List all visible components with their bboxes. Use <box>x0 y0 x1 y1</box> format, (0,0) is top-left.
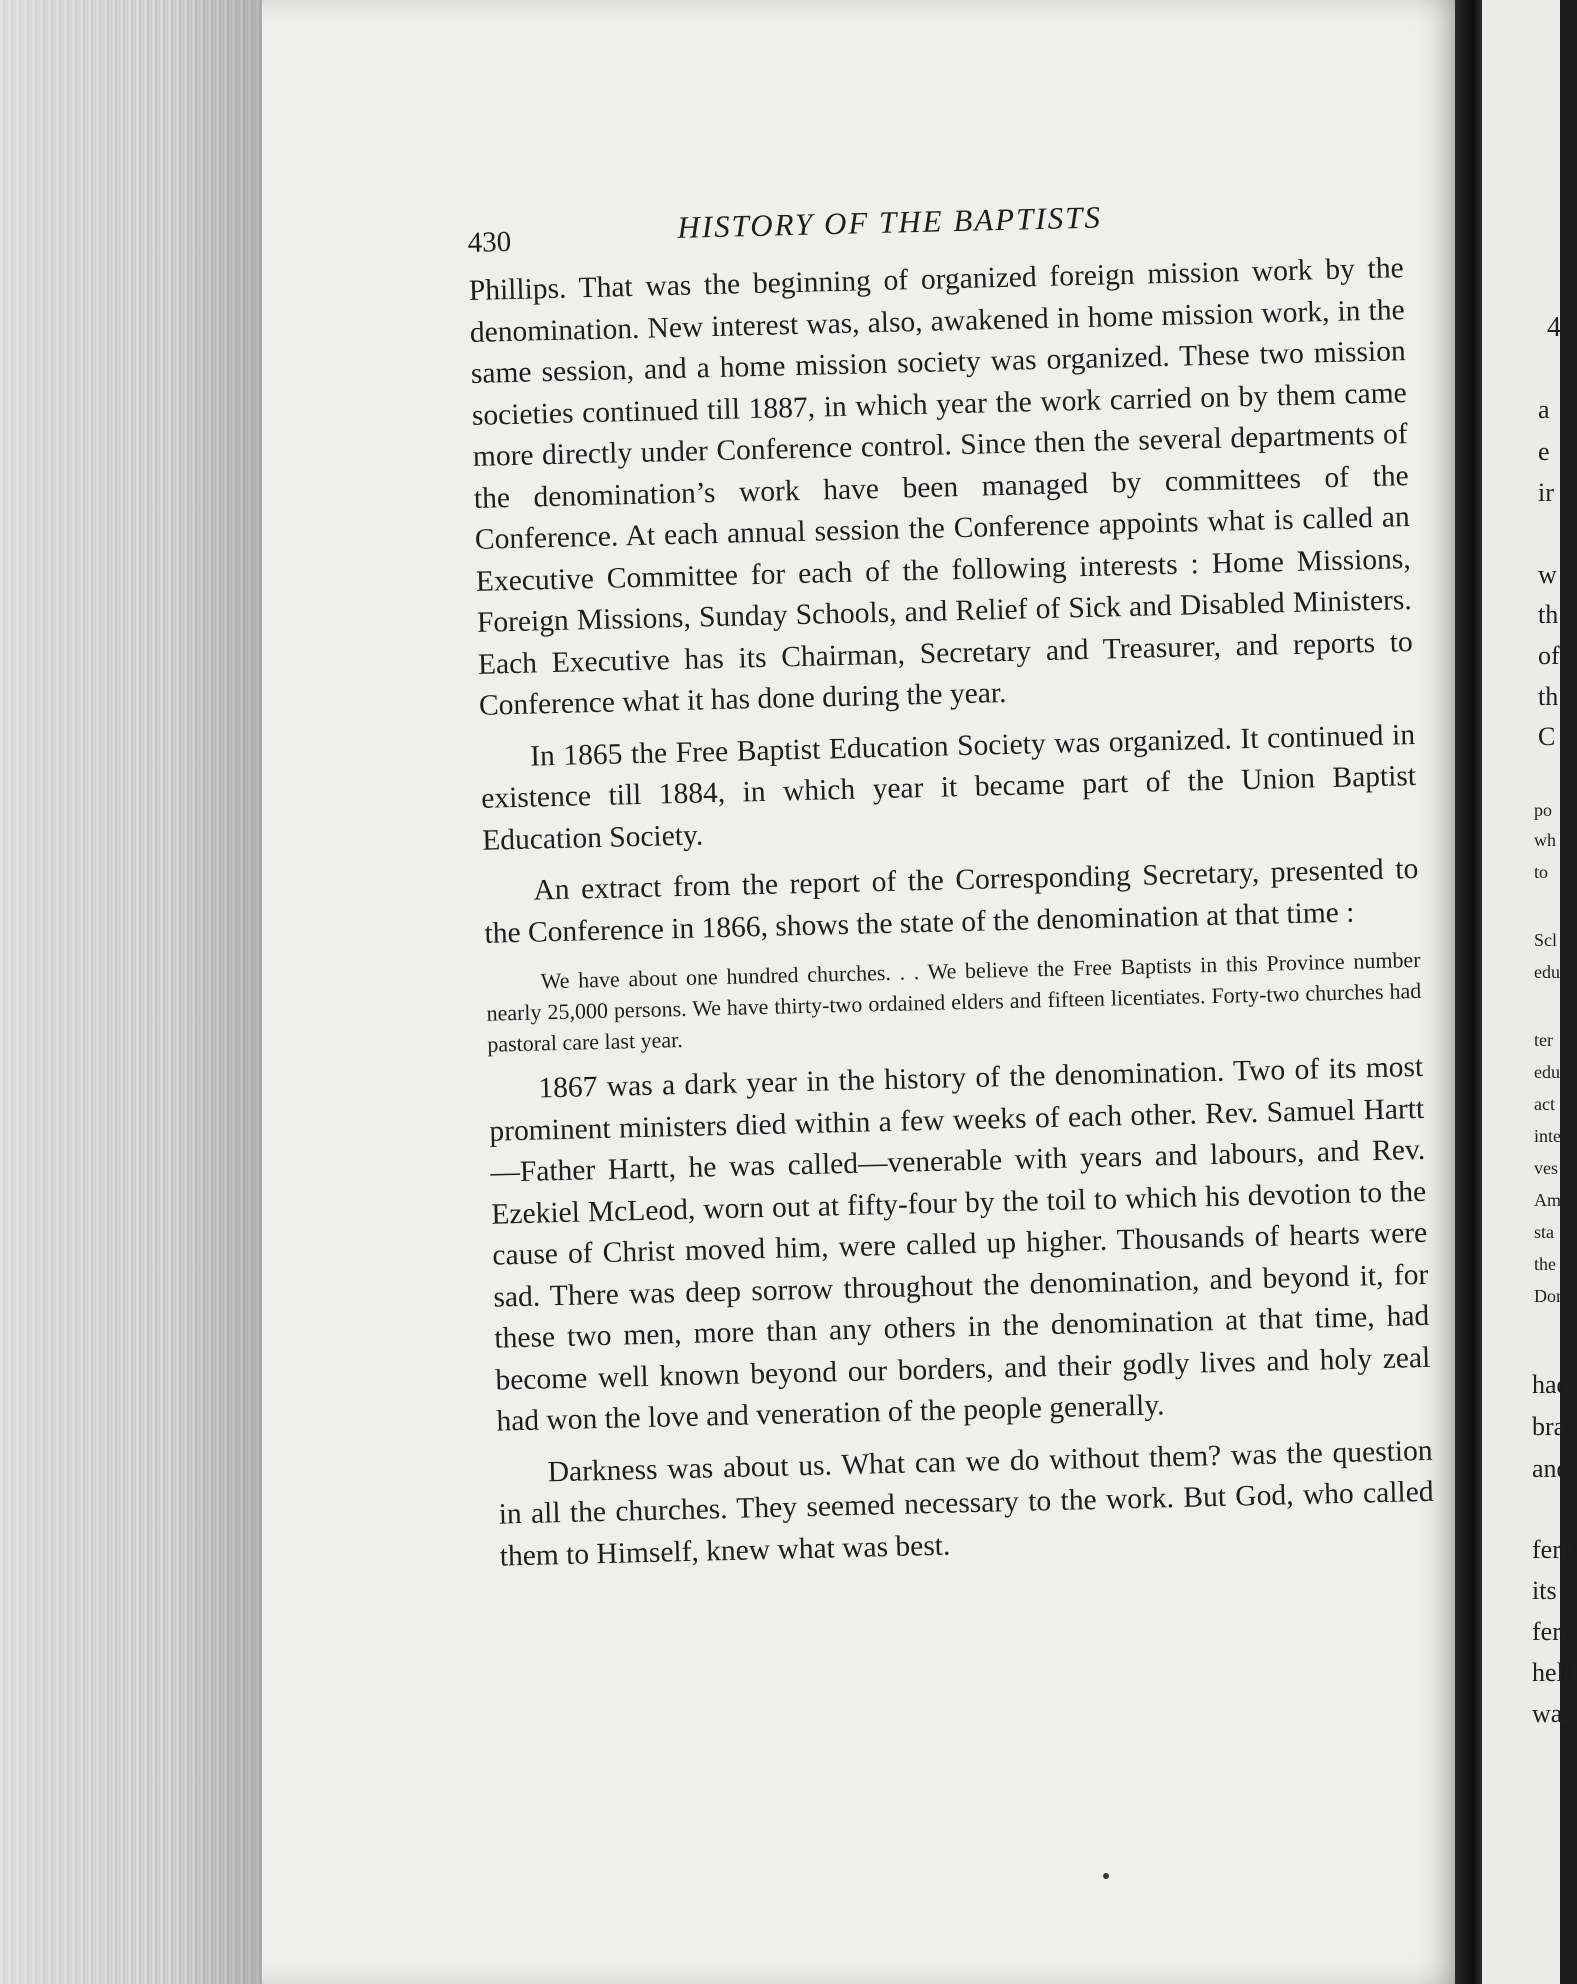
page-dot-mark <box>1103 1873 1109 1879</box>
adjacent-fragment: sta <box>1534 1222 1554 1242</box>
adjacent-fragment: ter <box>1534 1030 1553 1050</box>
block-quote: We have about one hundred churches. . . We believe the Free Baptists in this Province number nearly 25,000 persons. We have thirty-two ordained elders and fifteen licentiates. Forty-two churches had pastoral care last year. <box>486 946 1422 1057</box>
adjacent-fragment: fere <box>1532 1535 1573 1564</box>
adjacent-fragment: th <box>1538 682 1559 711</box>
adjacent-fragment: inte <box>1534 1126 1561 1146</box>
adjacent-fragment: bra <box>1532 1412 1566 1441</box>
paragraph-3: An extract from the report of the Corresponding Secretary, presented to the Conference in 1866, shows the state of the denomination at that time : <box>484 852 1419 950</box>
paragraph-4: 1867 was a dark year in the history of the denomination. Two of its most prominent ministers died within a few weeks of each other. Rev. Samuel Hartt—Father Hartt, he was called—venerable with years and labours, and Rev. Ezekiel McLeod, worn out at fifty-four by the toil to which his devotion to the cause of Christ moved him, were called up higher. Thousands of hearts were sad. There was deep sorrow throughout the denomination, and beyond it, for these two men, more than any others in the denomination at that time, had become well known beyond our borders, and their godly lives and holy zeal had won the love and veneration of the people generally. <box>489 1050 1431 1438</box>
book-gutter <box>1455 0 1485 1984</box>
adjacent-fragment: w <box>1538 560 1557 589</box>
adjacent-fragment: had <box>1532 1370 1570 1399</box>
adjacent-fragment: ir <box>1538 478 1554 507</box>
adjacent-fragment: ves <box>1534 1158 1558 1178</box>
adjacent-fragment: fere <box>1532 1617 1573 1646</box>
adjacent-fragment: of <box>1538 641 1560 670</box>
adjacent-fragment: was <box>1532 1699 1573 1728</box>
paragraph-5: Darkness was about us. What can we do without them? was the question in all the churches. They seemed necessary to the work. But God, who called them to Himself, knew what was best. <box>498 1434 1434 1573</box>
adjacent-page <box>1482 0 1577 1984</box>
adjacent-fragment: the <box>1534 1254 1556 1274</box>
adjacent-fragment: Scl <box>1534 930 1558 950</box>
adjacent-fragment: and <box>1532 1454 1570 1483</box>
adjacent-fragment: Dor <box>1534 1286 1562 1306</box>
paragraph-2: In 1865 the Free Baptist Education Society was organized. It continued in existence till 1884, in which year it became part of the Union Baptist Education Society. <box>480 718 1417 857</box>
adjacent-fragment: edu <box>1534 962 1560 982</box>
adjacent-fragment: th <box>1538 600 1559 629</box>
adjacent-fragment: to <box>1534 862 1549 882</box>
adjacent-fragment: its <box>1532 1576 1557 1605</box>
page-content <box>467 192 1435 1577</box>
book-page-edges <box>0 0 275 1984</box>
adjacent-fragment: po <box>1534 800 1552 820</box>
adjacent-fragment: Am <box>1534 1190 1561 1210</box>
book-page <box>262 0 1467 1984</box>
adjacent-fragment: 4 <box>1547 312 1561 343</box>
paragraph-1: Phillips. That was the beginning of organized foreign mission work by the denomination. New interest was, also, awakened in home mission work, in the same session, and a home mission society was organized. These two mission societies continued till 1887, in which year the work carried on by them came more directly under Conference control. Since then the several departments of the denomination’s work have been managed by committees of the Conference. At each annual session the Conference appoints what is called an Executive Committee for each of the following interests : Home Missions, Foreign Missions, Sunday Schools, and Relief of Sick and Disabled Ministers. Each Executive has its Chairman, Secretary and Treasurer, and reports to Conference what it has done during the year. <box>468 252 1414 722</box>
adjacent-fragment: edu <box>1534 1062 1560 1082</box>
adjacent-fragment: wh <box>1534 830 1556 850</box>
running-title: HISTORY OF THE BAPTISTS <box>676 199 1103 245</box>
adjacent-fragment: C <box>1538 722 1556 751</box>
page-number: 430 <box>467 225 512 259</box>
adjacent-fragment: e <box>1538 437 1550 466</box>
adjacent-fragment: a <box>1538 395 1550 424</box>
adjacent-fragment: act <box>1534 1094 1555 1114</box>
adjacent-fragment: held <box>1532 1658 1577 1687</box>
